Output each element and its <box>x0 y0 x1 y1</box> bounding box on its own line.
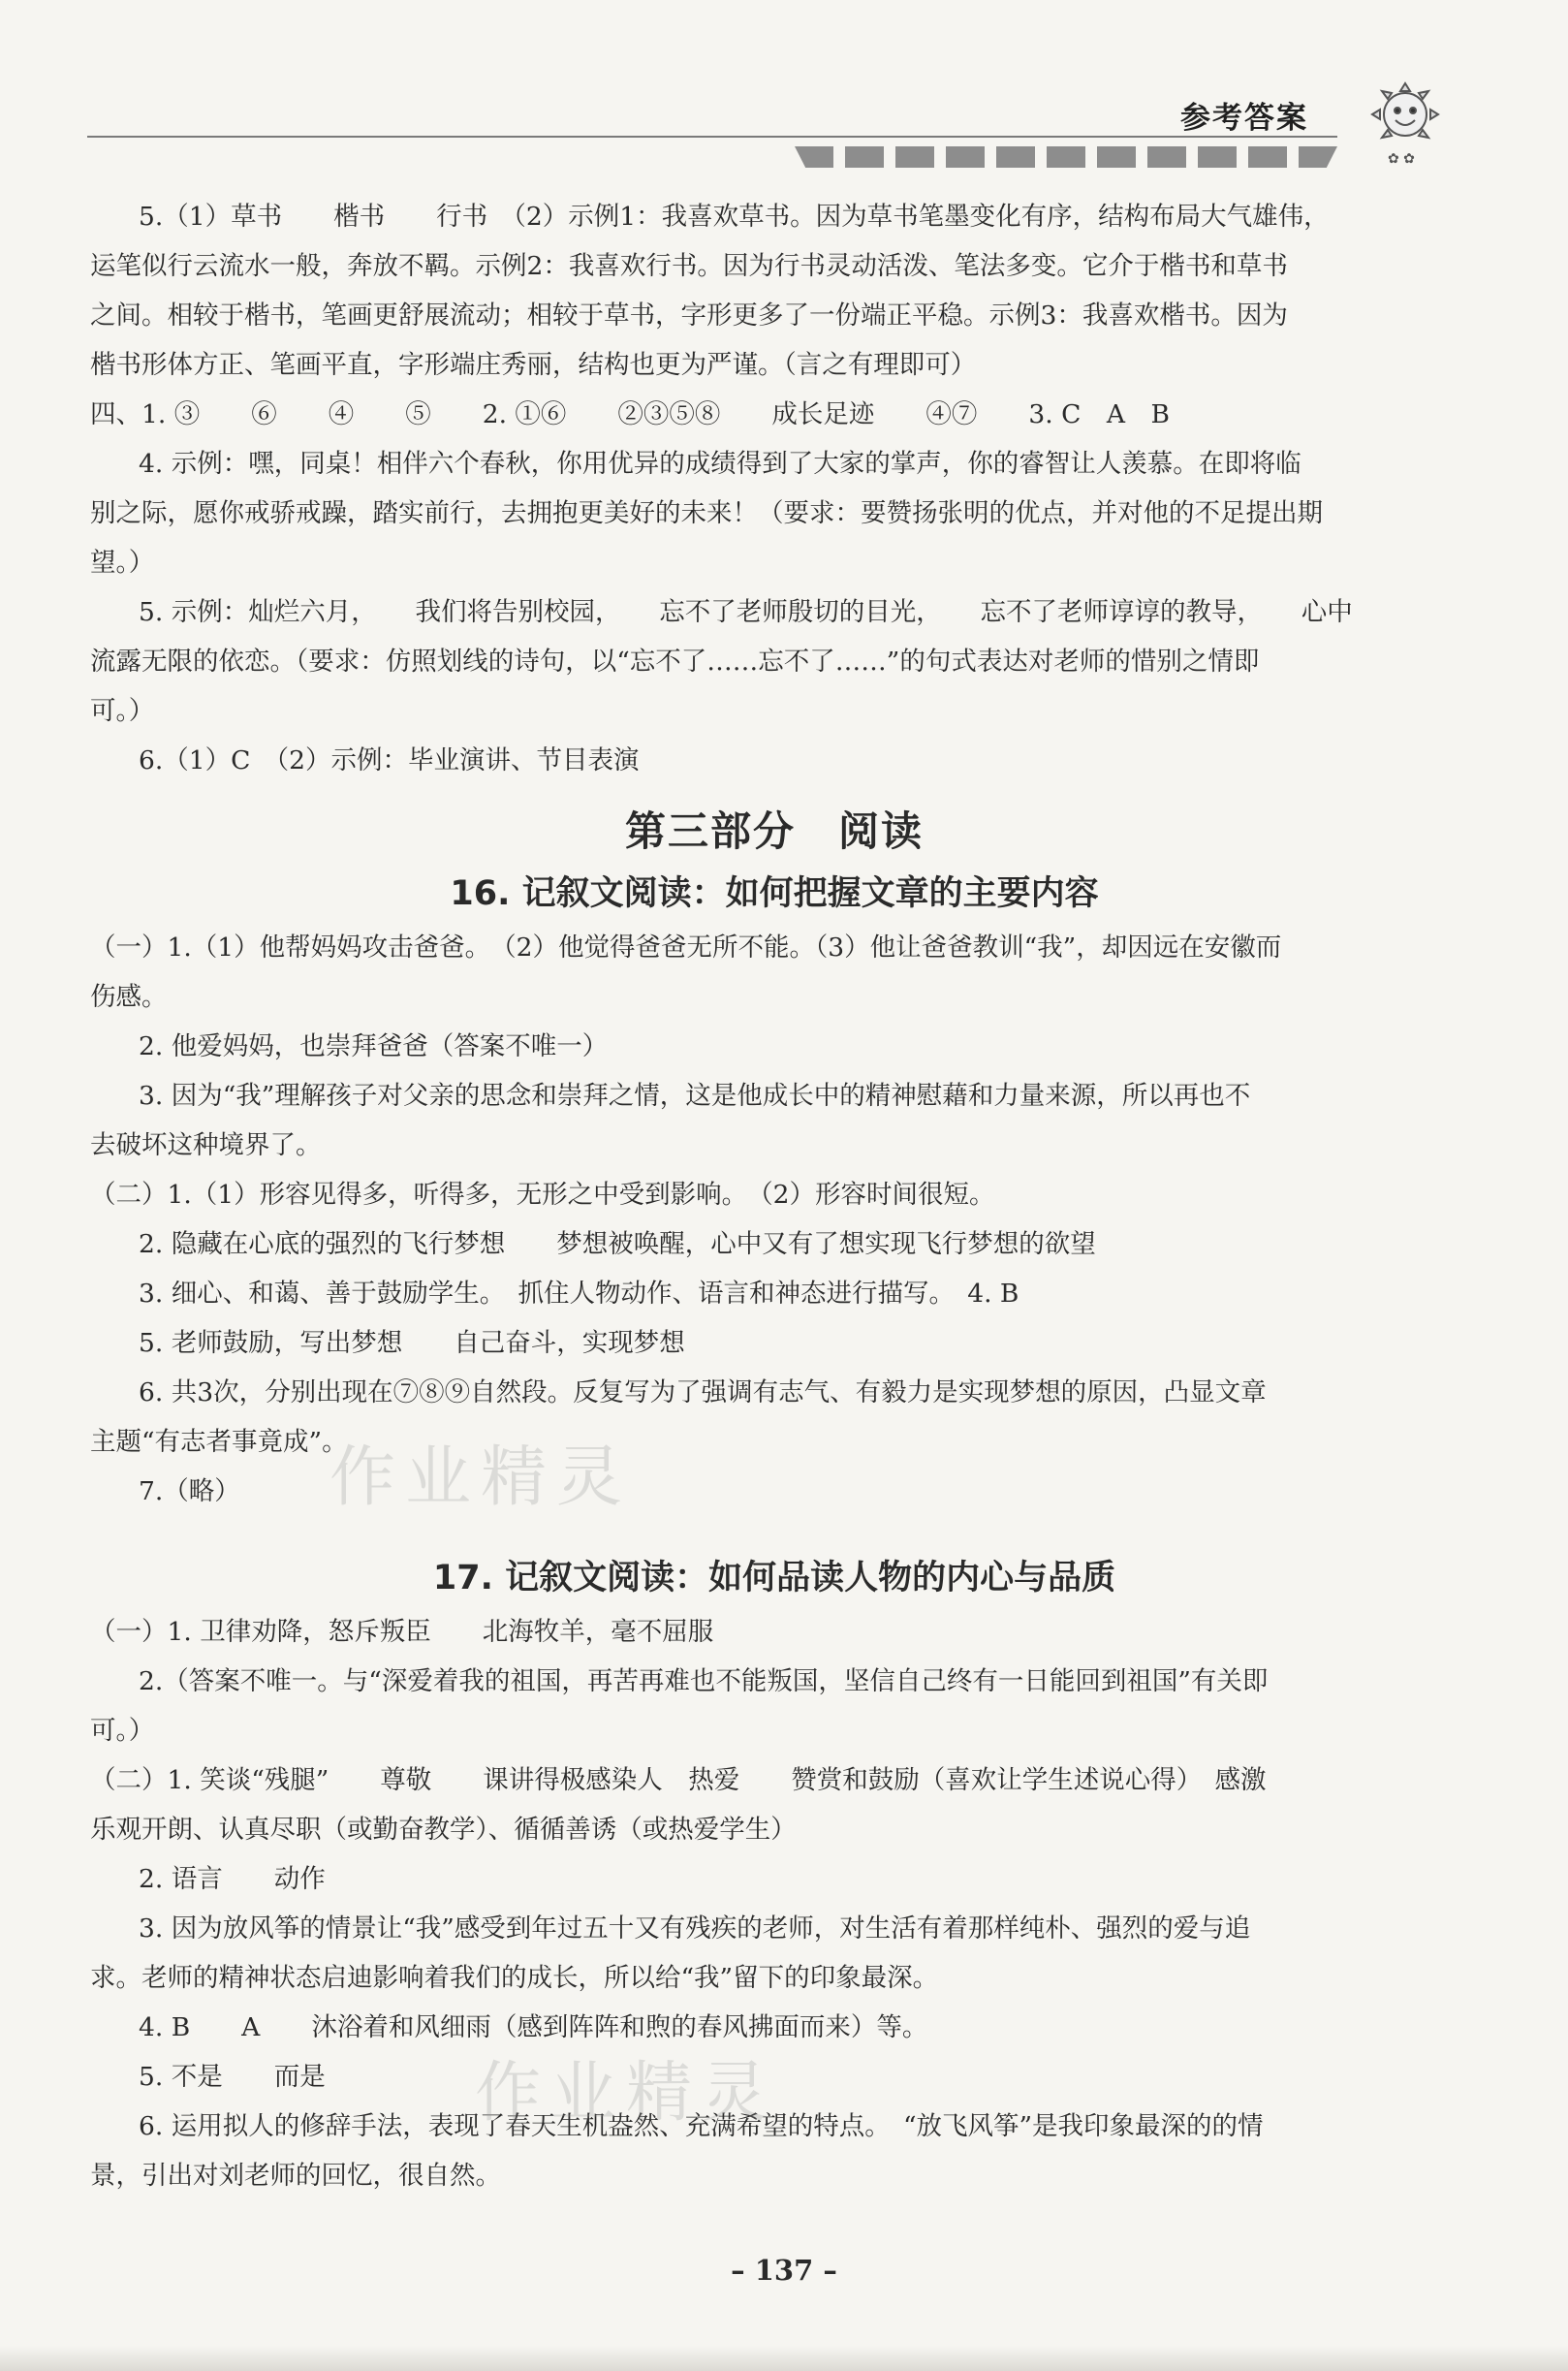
answer-line: 景，引出对刘老师的回忆，很自然。 <box>90 2161 501 2191</box>
section-title: 17. 记叙文阅读：如何品读人物的内心与品质 <box>432 1559 1116 1597</box>
answer-line: 5. 老师鼓励，写出梦想 自己奋斗，实现梦想 <box>139 1328 685 1358</box>
header-stripe-decoration <box>795 146 1337 168</box>
answer-line: 楷书形体方正、笔画平直，字形端庄秀丽，结构也更为严谨。（言之有理即可） <box>90 350 977 380</box>
answer-line: 4. B A 沐浴着和风细雨（感到阵阵和煦的春风拂面而来）等。 <box>139 2012 928 2042</box>
answer-line: （二）1. 笑谈“残腿” 尊敬 课讲得极感染人 热爱 赞赏和鼓励（喜欢让学生述说心得） 感激 <box>90 1765 1267 1795</box>
answer-line: 乐观开朗、认真尽职（或勤奋教学）、循循善诱（或热爱学生） <box>90 1815 797 1845</box>
answer-line: 3. 因为放风筝的情景让“我”感受到年过五十又有残疾的老师，对生活有着那样纯朴、强烈的爱与追 <box>139 1913 1251 1944</box>
answer-line: 5.（1）草书 楷书 行书 （2）示例1：我喜欢草书。因为草书笔墨变化有序，结构布局大气雄伟， <box>139 202 1330 232</box>
answer-line: 去破坏这种境界了。 <box>90 1130 322 1160</box>
answer-line: 5. 不是 而是 <box>139 2062 326 2092</box>
answer-line: 4. 示例：嘿，同桌！相伴六个春秋，你用优异的成绩得到了大家的掌声，你的睿智让人羡慕。在即将临 <box>139 449 1301 479</box>
part-title: 第三部分 阅读 <box>624 807 924 855</box>
watermark: 作业精灵 <box>475 2055 778 2132</box>
answer-line: （二）1.（1）形容见得多，听得多，无形之中受到影响。 （2）形容时间很短。 <box>90 1180 995 1210</box>
answer-line: 四、1. ③ ⑥ ④ ⑤ 2. ①⑥ ②③⑤⑧ 成长足迹 ④⑦ 3. C A B <box>90 399 1171 429</box>
answer-line: 3. 细心、和蔼、善于鼓励学生。 抓住人物动作、语言和神态进行描写。 4. B <box>139 1279 1019 1309</box>
answer-line: 伤感。 <box>90 982 168 1012</box>
answer-content <box>90 192 1458 2200</box>
svg-text:✿ ✿: ✿ ✿ <box>1388 151 1415 167</box>
answer-line: （一）1.（1）他帮妈妈攻击爸爸。 （2）他觉得爸爸无所不能。（3）他让爸爸教训“我”，却因远在安徽而 <box>90 933 1282 963</box>
answer-line: 2. 隐藏在心底的强烈的飞行梦想 梦想被唤醒，心中又有了想实现飞行梦想的欲望 <box>139 1229 1096 1259</box>
watermark: 作业精灵 <box>329 1439 633 1516</box>
answer-line: 6.（1）C （2）示例：毕业演讲、节目表演 <box>139 745 640 775</box>
answer-line: 3. 因为“我”理解孩子对父亲的思念和崇拜之情，这是他成长中的精神慰藉和力量来源，所以再也不 <box>139 1081 1251 1111</box>
smiling-sun-icon <box>1359 76 1465 171</box>
answer-line: 6. 共3次，分别出现在⑦⑧⑨自然段。反复写为了强调有志气、有毅力是实现梦想的原因，凸显文章 <box>139 1377 1267 1407</box>
answer-line: 2. 他爱妈妈，也崇拜爸爸（答案不唯一） <box>139 1031 609 1061</box>
answer-line: 运笔似行云流水一般，奔放不羁。示例2：我喜欢行书。因为行书灵动活泼、笔法多变。它介于楷书和草书 <box>90 251 1288 281</box>
answer-line: 望。） <box>90 548 155 578</box>
answer-line: 主题“有志者事竟成”。 <box>90 1427 348 1457</box>
answer-line: （一）1. 卫律劝降，怒斥叛臣 北海牧羊，毫不屈服 <box>90 1617 714 1647</box>
answer-line: 求。老师的精神状态启迪影响着我们的成长，所以给“我”留下的印象最深。 <box>90 1963 939 1993</box>
answer-line: 7.（略） <box>139 1476 240 1506</box>
answer-line: 流露无限的依恋。（要求：仿照划线的诗句，以“忘不了……忘不了……”的句式表达对老师的惜别之情即 <box>90 647 1260 677</box>
answer-line: 5. 示例：灿烂六月， 我们将告别校园， 忘不了老师殷切的目光， 忘不了老师谆谆的教导， 心中 <box>139 597 1353 627</box>
page-edge-shadow <box>0 2346 1568 2371</box>
section-title: 16. 记叙文阅读：如何把握文章的主要内容 <box>450 874 1099 913</box>
answer-line: 可。） <box>90 1716 155 1746</box>
answer-line: 2.（答案不唯一。与“深爱着我的祖国，再苦再难也不能叛国，坚信自己终有一日能回到祖国”有关即 <box>139 1666 1269 1696</box>
answer-line: 别之际，愿你戒骄戒躁，踏实前行，去拥抱更美好的未来！（要求：要赞扬张明的优点，并对他的不足提出期 <box>90 498 1323 528</box>
header-label: 参考答案 <box>1180 101 1308 136</box>
answer-line: 6. 运用拟人的修辞手法，表现了春天生机盎然、充满希望的特点。 “放飞风筝”是我印象最深的的情 <box>139 2111 1264 2141</box>
answer-line: 之间。相较于楷书，笔画更舒展流动；相较于草书，字形更多了一份端正平稳。示例3：我喜欢楷书。因为 <box>90 300 1288 331</box>
answer-line: 可。） <box>90 696 155 726</box>
page-number: – 137 – <box>731 2254 837 2287</box>
answer-line: 2. 语言 动作 <box>139 1864 326 1894</box>
header-divider <box>87 136 1337 138</box>
